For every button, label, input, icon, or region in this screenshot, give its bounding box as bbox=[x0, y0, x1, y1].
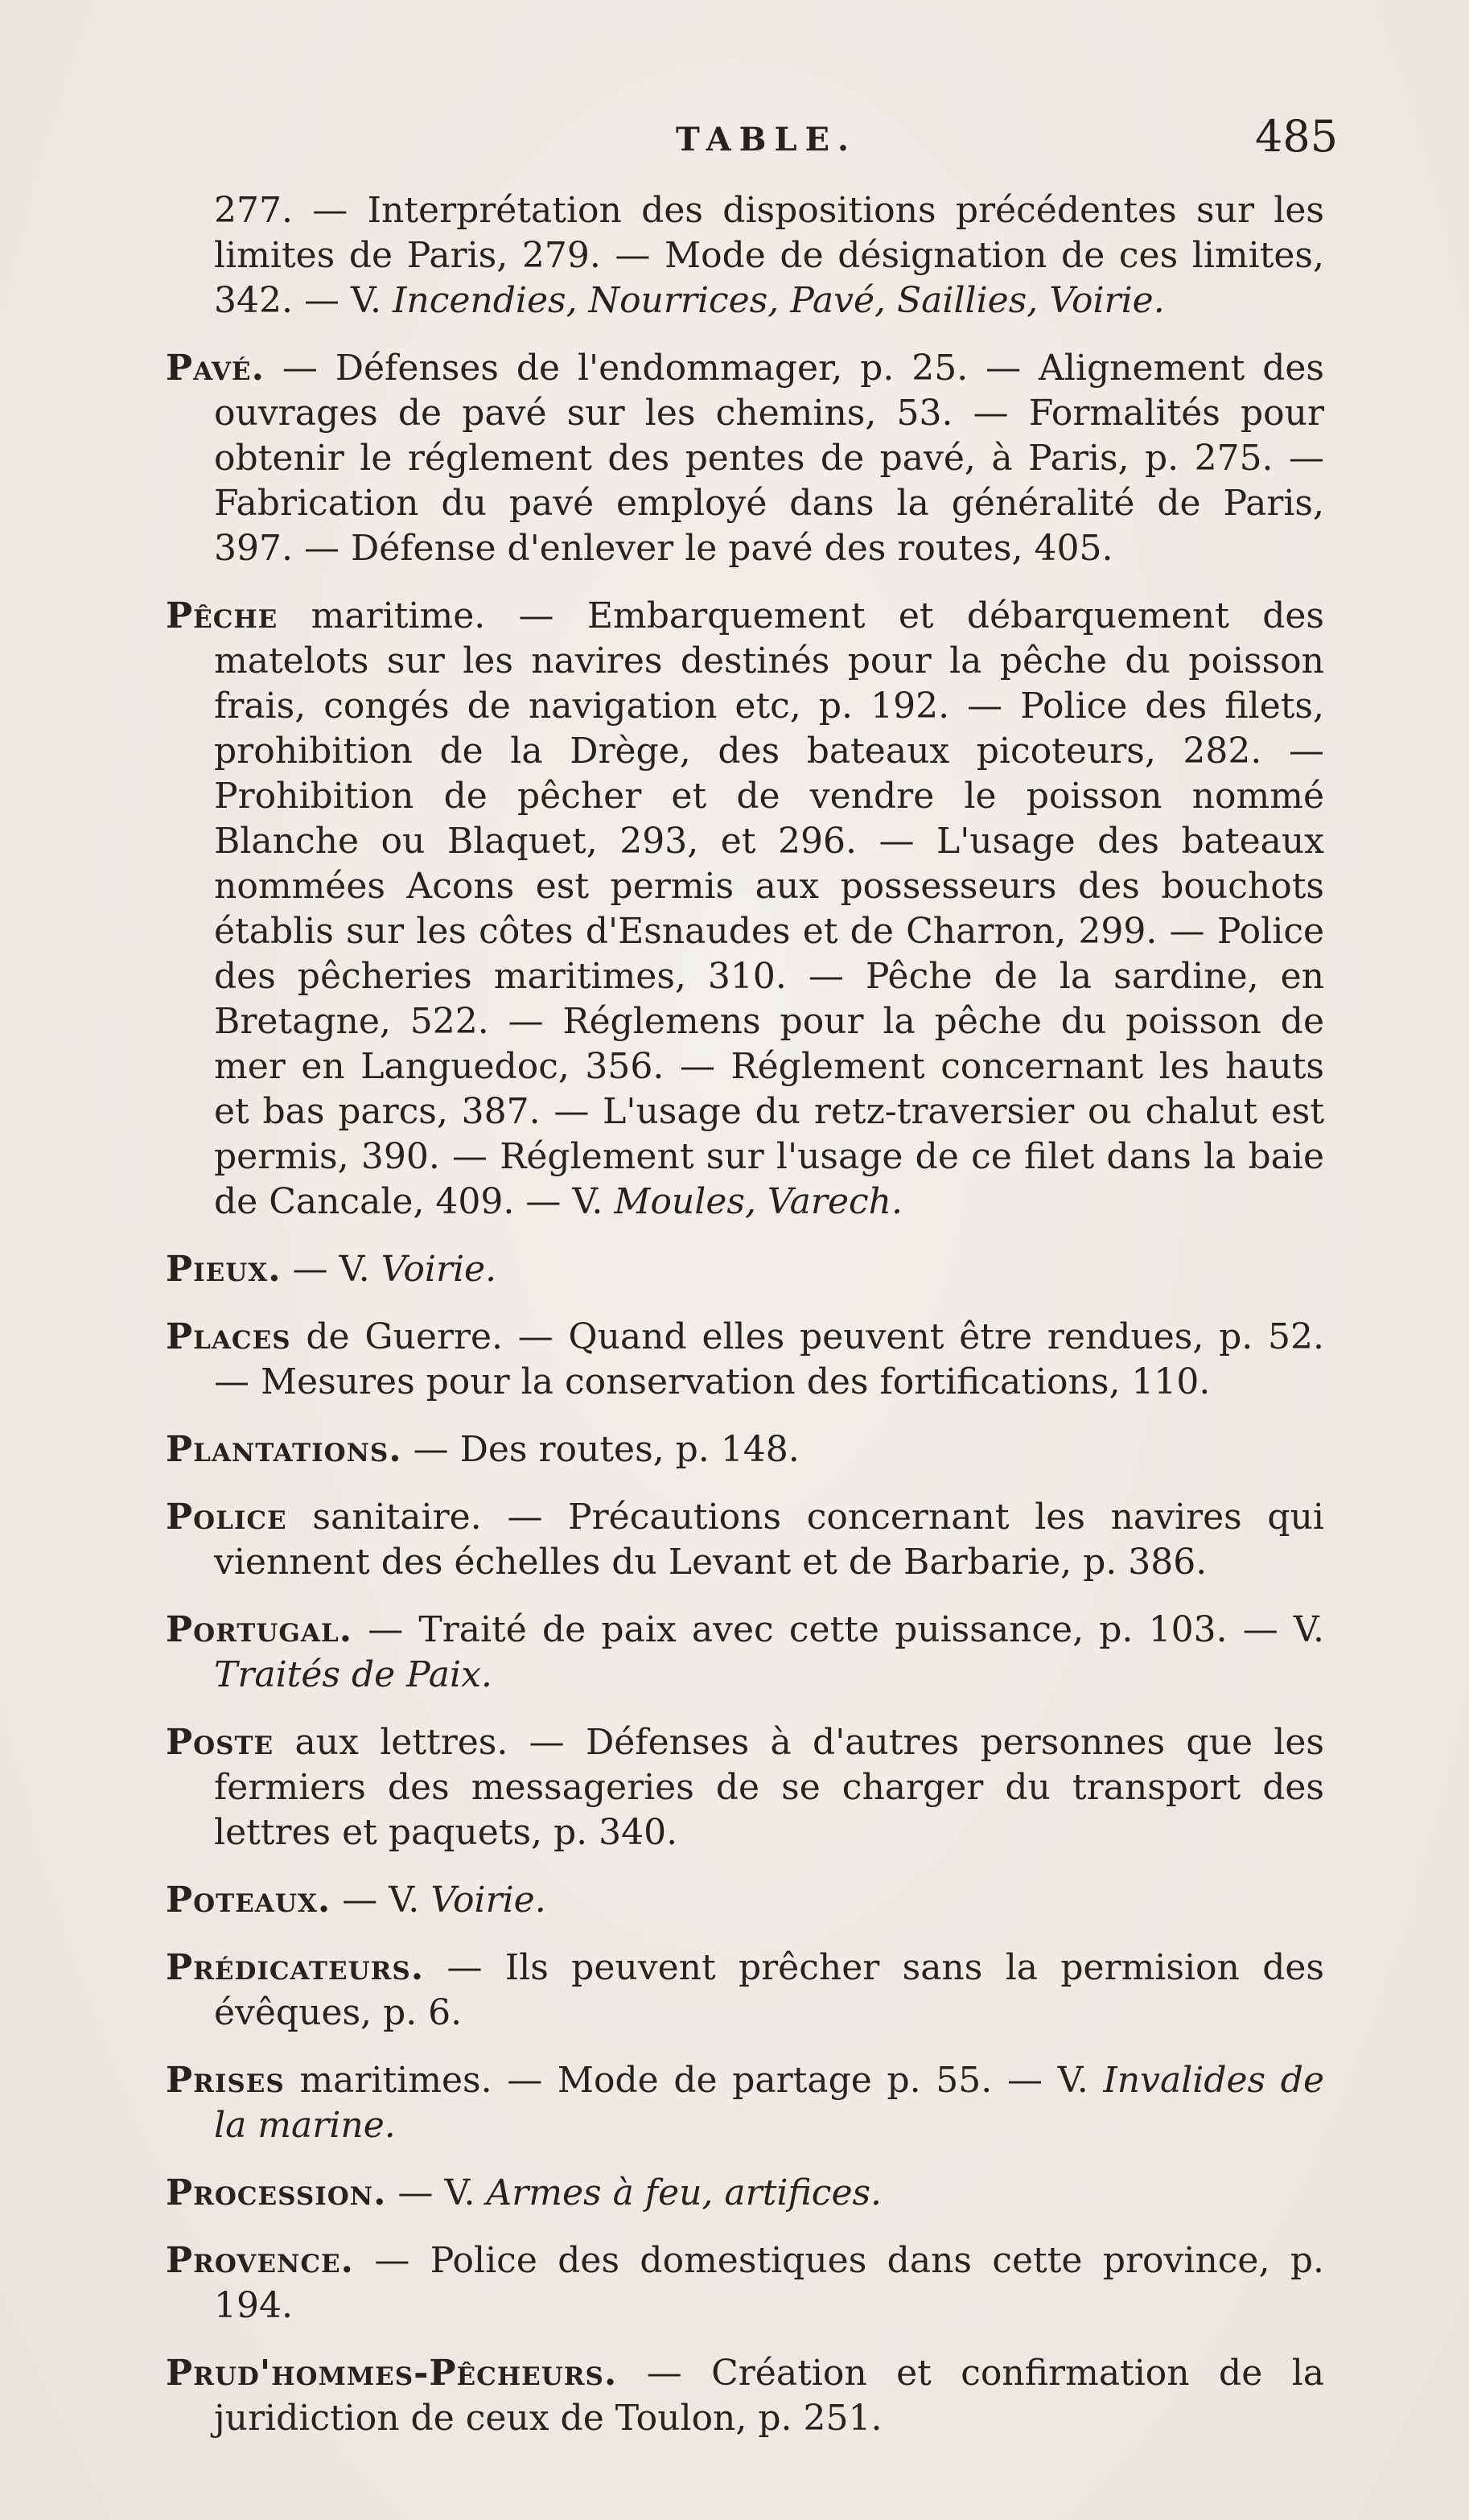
entry-headword: Prédicateurs. bbox=[166, 1947, 425, 1988]
entry-headword: Places bbox=[166, 1316, 291, 1357]
index-entry bbox=[166, 1247, 1324, 1292]
entry-see-also: Incendies, Nourrices, Pavé, Saillies, Voirie. bbox=[393, 280, 1165, 321]
entry-headword: Police bbox=[166, 1497, 287, 1538]
entry-headword: Provence. bbox=[166, 2240, 354, 2281]
entry-see-also: Moules, Varech. bbox=[614, 1181, 903, 1222]
entry-see-also: Armes à feu, artifices. bbox=[486, 2172, 883, 2213]
index-entry bbox=[166, 2058, 1324, 2148]
entry-text: de Guerre. — Quand elles peuvent être rendues, p. 52. — Mesures pour la conservation des fortifications, 110. bbox=[214, 1316, 1324, 1402]
entry-text: — Police des domestiques dans cette province, p. 194. bbox=[214, 2240, 1324, 2326]
entry-headword: Prud'hommes-Pêcheurs. bbox=[166, 2353, 618, 2394]
entry-text: maritime. — Embarquement et débarquement des matelots sur les navires destinés pour la pêche du poisson frais, congés de navigation etc, p. 192. — Police des filets, prohibition de la Drège, des bateaux picoteurs, 282. — Prohibition de pêcher et de vendre le poisson nommé Blanche ou Blaquet, 293, et 296. — L'usage des bateaux nommées Acons est permis aux possesseurs des bouchots établis sur les côtes d'Esnaudes et de Charron, 299. — Police des pêcheries maritimes, 310. — Pêche de la sardine, en Bretagne, 522. — Réglemens pour la pêche du poisson de mer en Languedoc, 356. — Réglement concernant les hauts et bas parcs, 387. — L'usage du retz-traversier ou chalut est permis, 390. — Réglement sur l'usage de ce filet dans la baie de Cancale, 409. — V. bbox=[214, 595, 1324, 1222]
index-entry bbox=[166, 1495, 1324, 1585]
entry-headword: Pêche bbox=[166, 595, 278, 636]
index-entry bbox=[166, 1878, 1324, 1923]
entry-text: maritimes. — Mode de partage p. 55. — V. bbox=[284, 2060, 1104, 2101]
entry-text: sanitaire. — Précautions concernant les navires qui viennent des échelles du Levant et de Barbarie, p. 386. bbox=[214, 1497, 1324, 1583]
entry-headword: Poteaux. bbox=[166, 1880, 331, 1921]
index-entry bbox=[166, 346, 1324, 571]
entry-headword: Procession. bbox=[166, 2172, 387, 2213]
entry-text: — V. bbox=[281, 1249, 381, 1290]
entry-see-also: Invalides de la marine. bbox=[214, 2060, 1324, 2146]
entry-text: — Défenses de l'endommager, p. 25. — Alignement des ouvrages de pavé sur les chemins, 53. — Formalités pour obtenir le réglement des pentes de pavé, à Paris, p. 275. — Fabrication du pavé employé dans la généralité de Paris, 397. — Défense d'enlever le pavé des routes, 405. bbox=[214, 348, 1324, 569]
entry-text: — V. bbox=[331, 1880, 431, 1921]
entry-text: — V. bbox=[386, 2172, 487, 2213]
running-title: TABLE. bbox=[676, 121, 857, 159]
index-entry bbox=[166, 2171, 1324, 2216]
index-entry bbox=[166, 1946, 1324, 2036]
entry-text: — Des routes, p. 148. bbox=[401, 1429, 800, 1470]
entry-headword: Prises bbox=[166, 2060, 285, 2101]
entry-see-also: Voirie. bbox=[430, 1880, 546, 1921]
entry-see-also: Traités de Paix. bbox=[214, 1654, 492, 1695]
entry-text: — Ils peuvent prêcher sans la permision des évêques, p. 6. bbox=[214, 1947, 1324, 2033]
entry-text: — Création et confirmation de la juridiction de ceux de Toulon, p. 251. bbox=[214, 2353, 1324, 2439]
index-entry bbox=[166, 1427, 1324, 1472]
index-entry bbox=[166, 2238, 1324, 2329]
entry-headword: Poste bbox=[166, 1722, 274, 1763]
entry-headword: Portugal. bbox=[166, 1609, 353, 1650]
page-number: 485 bbox=[1255, 111, 1339, 162]
entry-see-also: Voirie. bbox=[381, 1249, 497, 1290]
entry-text: 277. — Interprétation des dispositions précédentes sur les limites de Paris, 279. — Mode de désignation de ces limites, 342. — V. bbox=[214, 190, 1324, 321]
index-text-block bbox=[166, 188, 1324, 2464]
index-entry bbox=[166, 594, 1324, 1225]
entry-headword: Pavé. bbox=[166, 348, 265, 389]
entry-text: — Traité de paix avec cette puissance, p. 103. — V. bbox=[352, 1609, 1324, 1650]
index-entry bbox=[166, 2351, 1324, 2441]
index-entry bbox=[166, 1315, 1324, 1405]
index-entry bbox=[166, 1608, 1324, 1698]
entry-text: aux lettres. — Défenses à d'autres personnes que les fermiers des messageries de se charger du transport des lettres et paquets, p. 340. bbox=[214, 1722, 1324, 1853]
index-entry bbox=[166, 188, 1324, 323]
entry-headword: Pieux. bbox=[166, 1249, 282, 1290]
entry-headword: Plantations. bbox=[166, 1429, 402, 1470]
index-entry bbox=[166, 1720, 1324, 1855]
